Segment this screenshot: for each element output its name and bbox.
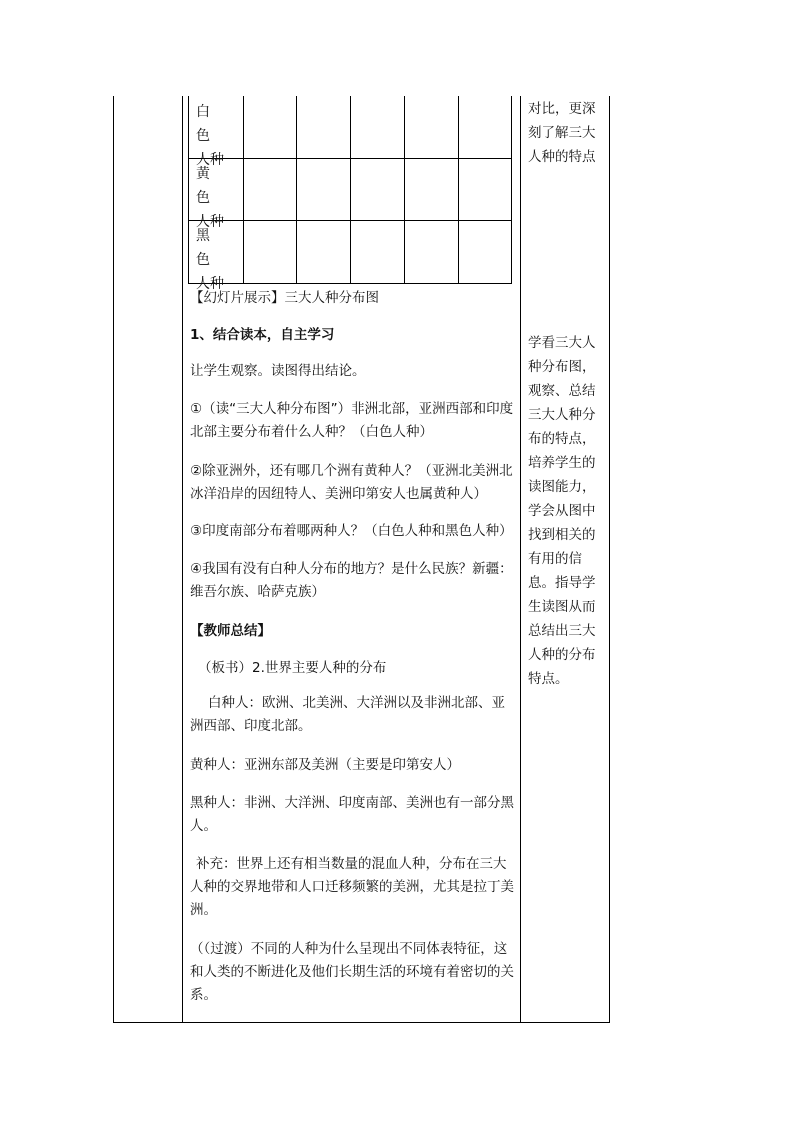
row-label-line2: 人种	[196, 152, 224, 168]
black-race-summary: 黑种人：非洲、大洋洲、印度南部、美洲也有一部分黑人。	[190, 795, 514, 834]
yellow-race-summary: 黄种人：亚洲东部及美洲（主要是印第安人）	[190, 757, 460, 773]
question-4: ④我国有没有白种人分布的地方？是什么民族？新疆：维吾尔族、哈萨克族）	[190, 561, 513, 600]
table-border-right	[609, 96, 610, 1023]
summary-heading: 【教师总结】	[190, 623, 271, 639]
slide-heading: 【幻灯片展示】三大人种分布图	[190, 290, 379, 306]
board-heading: （板书）2.世界主要人种的分布	[198, 660, 387, 676]
question-3: ③印度南部分布着哪两种人？（白色人种和黑色人种）	[190, 523, 513, 539]
table-border-col1	[182, 96, 183, 1023]
step-heading: 1、结合读本，自主学习	[190, 327, 335, 343]
question-1: ①（读“三大人种分布图”）非洲北部，亚洲西部和印度北部主要分布着什么人种？（白色人种）	[190, 401, 514, 440]
question-2: ②除亚洲外，还有哪几个洲有黄种人？（亚洲北美洲北冰洋沿岸的因纽特人、美洲印第安人也属黄种人）	[190, 463, 513, 502]
table-border-bottom	[113, 1022, 610, 1023]
side-note-2: 学看三大人种分布图，观察、总结三大人种分布的特点，培养学生的读图能力，学会从图中找到相关的有用的信息。指导学生读图从而总结出三大人种的分布特点。	[528, 335, 596, 687]
table-row	[188, 220, 512, 292]
row-label-line1: 白色	[196, 104, 226, 144]
supplement-text: 补充：世界上还有相当数量的混血人种，分布在三大人种的交界地带和人口迁移频繁的美洲，尤其是拉丁美洲。	[190, 856, 514, 918]
row-label	[196, 224, 242, 296]
table-border-col2	[520, 96, 521, 1023]
row-label-line2: 人种	[196, 276, 224, 292]
row-label-line1: 黄色	[196, 166, 226, 206]
row-label-line1: 黑色	[196, 228, 226, 268]
table-border-left	[113, 96, 114, 1023]
row-label-line2: 人种	[196, 214, 224, 230]
race-comparison-table	[188, 96, 512, 292]
observe-text: 让学生观察。读图得出结论。	[190, 363, 366, 379]
table-row	[188, 158, 512, 230]
white-race-summary: 白种人：欧洲、北美洲、大洋洲以及非洲北部、亚洲西部、印度北部。	[190, 695, 505, 734]
transition-text: （（过渡）不同的人种为什么呈现出不同体表特征，这和人类的不断进化及他们长期生活的环境有着密切的关系。	[190, 941, 514, 1003]
table-row	[188, 96, 512, 168]
side-note-1: 对比，更深刻了解三大人种的特点	[528, 101, 596, 165]
